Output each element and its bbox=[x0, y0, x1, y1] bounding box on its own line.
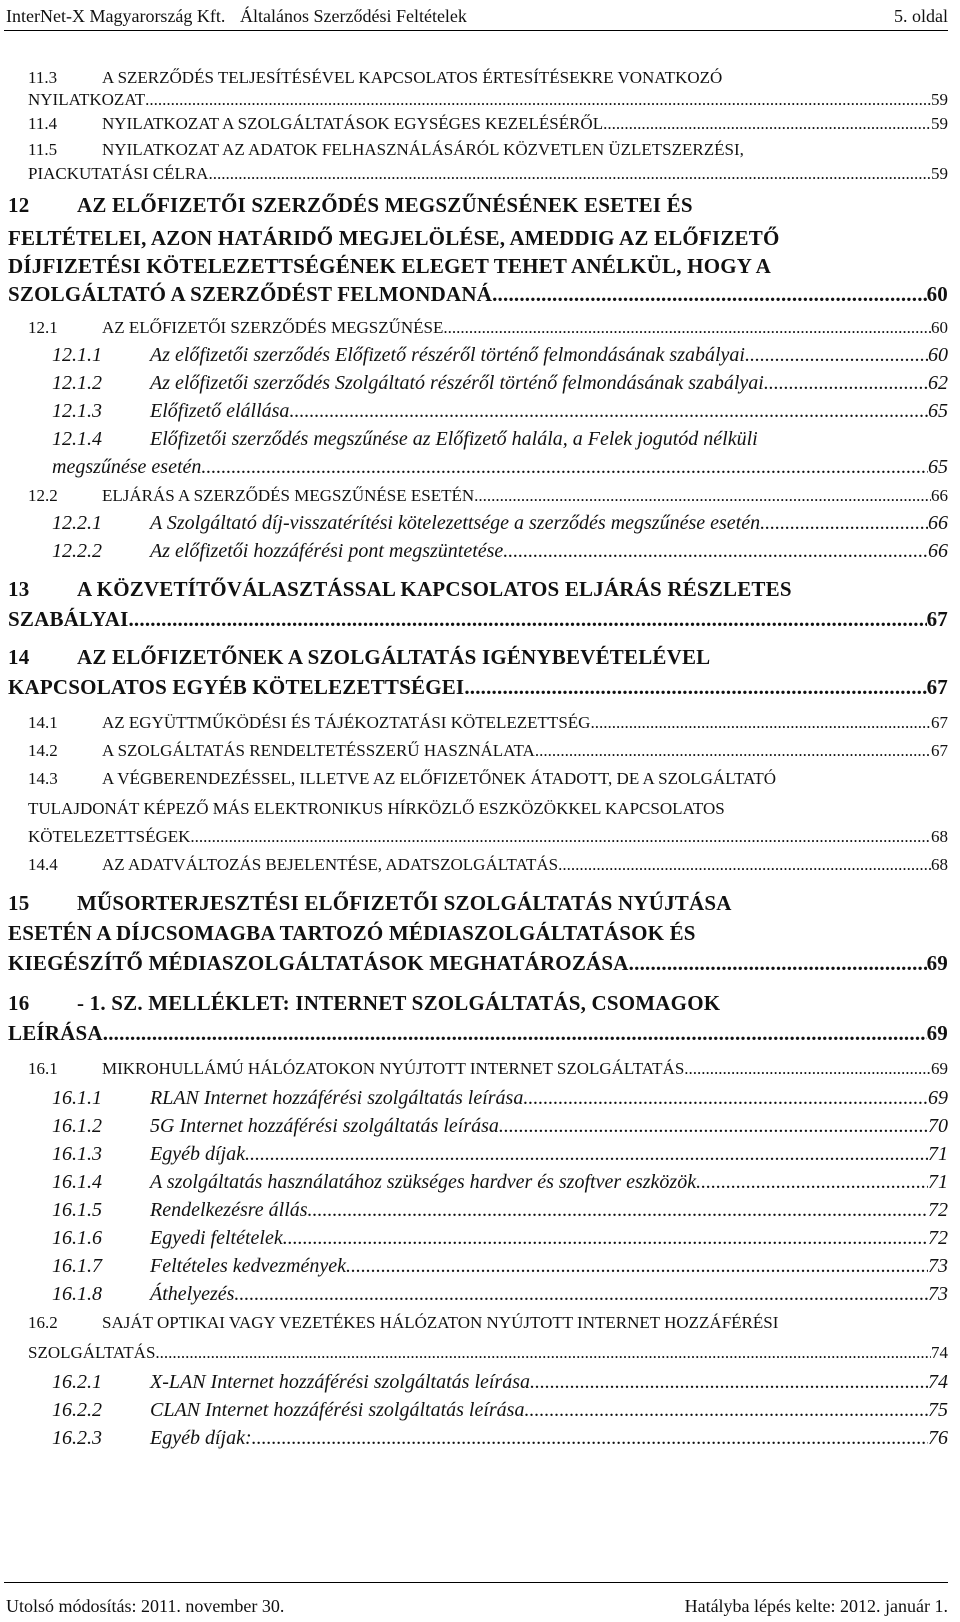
toc-title: FELTÉTELEI, AZON HATÁRIDŐ MEGJELÖLÉSE, AMEDDIG AZ ELŐFIZETŐ bbox=[8, 226, 780, 250]
toc-number: 12.1.3 bbox=[52, 400, 102, 422]
toc-line bbox=[8, 951, 948, 976]
toc-number: 16.2 bbox=[28, 1313, 58, 1332]
toc-title: X-LAN Internet hozzáférési szolgáltatás leírása bbox=[150, 1371, 530, 1393]
toc-line bbox=[52, 1143, 948, 1166]
toc-title: ELJÁRÁS A SZERZŐDÉS MEGSZŰNÉSE ESETÉN bbox=[102, 486, 475, 505]
toc-leader-dots bbox=[464, 675, 926, 700]
toc-page-number: 65 bbox=[928, 456, 948, 478]
toc-page-number: 59 bbox=[931, 114, 948, 133]
toc-number: 12.2.1 bbox=[52, 512, 102, 534]
toc-leader-dots bbox=[103, 1021, 927, 1046]
toc-leader-dots bbox=[145, 90, 931, 110]
toc-leader-dots bbox=[234, 1283, 928, 1306]
toc-title: SZABÁLYAI bbox=[8, 607, 129, 631]
toc-title: RLAN Internet hozzáférési szolgáltatás leírása bbox=[150, 1087, 524, 1109]
toc-number: 12.2.2 bbox=[52, 540, 102, 562]
footer-effective-date: Hatályba lépés kelte: 2012. január 1. bbox=[684, 1596, 948, 1616]
toc-page-number: 73 bbox=[928, 1255, 948, 1277]
toc-number: 14 bbox=[8, 645, 30, 669]
toc-page-number: 69 bbox=[931, 1059, 948, 1078]
toc-line bbox=[28, 713, 948, 733]
toc-title: NYILATKOZAT bbox=[28, 90, 146, 109]
toc-title: DÍJFIZETÉSI KÖTELEZETTSÉGÉNEK ELEGET TEHET ANÉLKÜL, HOGY A bbox=[8, 254, 772, 278]
toc-title: Az előfizetői szerződés Előfizető részéről történő felmondásának szabályai bbox=[150, 344, 745, 366]
toc-title: Előfizető elállása bbox=[150, 400, 290, 422]
toc-leader-dots bbox=[524, 1399, 928, 1422]
toc-number: 16.1.8 bbox=[52, 1283, 102, 1305]
toc-number: 16 bbox=[8, 991, 30, 1015]
toc-title: SAJÁT OPTIKAI VAGY VEZETÉKES HÁLÓZATON NYÚJTOTT INTERNET HOZZÁFÉRÉSI bbox=[102, 1313, 779, 1332]
toc-line bbox=[8, 1021, 948, 1046]
toc-title: ESETÉN A DÍJCSOMAGBA TARTOZÓ MÉDIASZOLGÁLTATÁSOK ÉS bbox=[8, 921, 696, 945]
toc-leader-dots bbox=[443, 318, 931, 338]
toc-leader-dots bbox=[289, 400, 928, 423]
toc-leader-dots bbox=[745, 344, 928, 367]
toc-number: 14.3 bbox=[28, 769, 58, 788]
toc-page-number: 67 bbox=[931, 713, 948, 732]
toc-title: A szolgáltatás használatához szükséges hardver és szoftver eszközök bbox=[150, 1171, 697, 1193]
toc-page-number: 67 bbox=[931, 741, 948, 760]
toc-line bbox=[8, 282, 948, 307]
toc-line bbox=[52, 456, 948, 479]
toc-line bbox=[28, 769, 948, 789]
toc-line bbox=[8, 921, 948, 946]
toc-page-number: 76 bbox=[928, 1427, 948, 1449]
toc-line bbox=[8, 226, 948, 251]
toc-leader-dots bbox=[558, 855, 931, 875]
toc-line bbox=[52, 1255, 948, 1278]
toc-title: Rendelkezésre állás bbox=[150, 1199, 308, 1221]
toc-leader-dots bbox=[201, 456, 928, 479]
toc-page-number: 60 bbox=[926, 282, 948, 306]
toc-title: NYILATKOZAT AZ ADATOK FELHASZNÁLÁSÁRÓL KÖZVETLEN ÜZLETSZERZÉSI, bbox=[102, 140, 744, 159]
toc-page-number: 60 bbox=[931, 318, 948, 337]
toc-page-number: 73 bbox=[928, 1283, 948, 1305]
toc-page-number: 71 bbox=[928, 1143, 948, 1165]
toc-title: TULAJDONÁT KÉPEZŐ MÁS ELEKTRONIKUS HÍRKÖZLŐ ESZKÖZÖKKEL KAPCSOLATOS bbox=[28, 799, 725, 818]
toc-leader-dots bbox=[283, 1227, 928, 1250]
toc-page-number: 66 bbox=[928, 512, 948, 534]
toc-leader-dots bbox=[308, 1199, 928, 1222]
toc-leader-dots bbox=[346, 1255, 928, 1278]
toc-title: Az előfizetői hozzáférési pont megszüntetése bbox=[150, 540, 504, 562]
toc-title: megszűnése esetén bbox=[52, 456, 202, 478]
toc-leader-dots bbox=[603, 114, 931, 134]
toc-line bbox=[52, 512, 948, 535]
toc-line bbox=[28, 318, 948, 338]
toc-number: 12.2 bbox=[28, 486, 58, 505]
toc-title: LEÍRÁSA bbox=[8, 1021, 103, 1045]
toc-number: 13 bbox=[8, 577, 30, 601]
toc-line bbox=[28, 1343, 948, 1363]
toc-line bbox=[8, 675, 948, 700]
toc-number: 16.1.4 bbox=[52, 1171, 102, 1193]
toc-line bbox=[52, 1399, 948, 1422]
toc-page-number: 59 bbox=[931, 164, 948, 183]
toc-line bbox=[52, 1115, 948, 1138]
toc-title: SZOLGÁLTATÓ A SZERZŐDÉST FELMONDANÁ bbox=[8, 282, 493, 306]
toc-line bbox=[8, 193, 948, 218]
toc-page-number: 60 bbox=[928, 344, 948, 366]
toc-title: Egyéb díjak bbox=[150, 1143, 245, 1165]
toc-title: A Szolgáltató díj-visszatérítési kötelezettsége a szerződés megszűnése esetén bbox=[150, 512, 761, 534]
toc-number: 11.5 bbox=[28, 140, 58, 159]
toc-leader-dots bbox=[760, 512, 928, 535]
toc-number: 16.1.7 bbox=[52, 1255, 102, 1277]
toc-page-number: 69 bbox=[926, 951, 948, 975]
toc-page-number: 72 bbox=[928, 1199, 948, 1221]
toc-leader-dots bbox=[629, 951, 927, 976]
toc-title: - 1. SZ. MELLÉKLET: INTERNET SZOLGÁLTATÁS, CSOMAGOK bbox=[77, 991, 721, 1015]
toc-title: 5G Internet hozzáférési szolgáltatás leírása bbox=[150, 1115, 499, 1137]
toc-leader-dots bbox=[208, 164, 931, 184]
toc-title: AZ ELŐFIZETŐI SZERZŐDÉS MEGSZŰNÉSÉNEK ESETEI ÉS bbox=[77, 193, 693, 217]
toc-leader-dots bbox=[492, 282, 926, 307]
header-title: Általános Szerződési Feltételek bbox=[240, 6, 467, 26]
toc-page-number: 67 bbox=[926, 607, 948, 631]
toc-number: 16.2.1 bbox=[52, 1371, 102, 1393]
toc-line bbox=[52, 1283, 948, 1306]
toc-title: AZ ELŐFIZETŐNEK A SZOLGÁLTATÁS IGÉNYBEVÉTELÉVEL bbox=[77, 645, 711, 669]
toc-leader-dots bbox=[523, 1087, 928, 1110]
toc-number: 12.1.4 bbox=[52, 428, 102, 450]
toc-number: 15 bbox=[8, 891, 30, 915]
toc-number: 16.1.3 bbox=[52, 1143, 102, 1165]
toc-line bbox=[52, 540, 948, 563]
toc-line bbox=[28, 741, 948, 761]
toc-leader-dots bbox=[684, 1059, 931, 1079]
page-footer bbox=[0, 1580, 948, 1620]
toc-line bbox=[52, 372, 948, 395]
toc-number: 14.1 bbox=[28, 713, 58, 732]
toc-title: SZOLGÁLTATÁS bbox=[28, 1343, 156, 1362]
toc-page-number: 72 bbox=[928, 1227, 948, 1249]
toc-leader-dots bbox=[252, 1427, 928, 1450]
toc-leader-dots bbox=[503, 540, 928, 563]
toc-line bbox=[8, 607, 948, 632]
toc-title: Az előfizetői szerződés Szolgáltató részéről történő felmondásának szabályai bbox=[150, 372, 764, 394]
toc-number: 11.3 bbox=[28, 68, 58, 87]
toc-title: AZ ADATVÁLTOZÁS BEJELENTÉSE, ADATSZOLGÁLTATÁS bbox=[102, 855, 559, 874]
toc-page-number: 66 bbox=[928, 540, 948, 562]
toc-title: Feltételes kedvezmények bbox=[150, 1255, 346, 1277]
toc-line bbox=[8, 991, 948, 1016]
toc-line bbox=[8, 891, 948, 916]
toc-leader-dots bbox=[590, 713, 931, 733]
toc-leader-dots bbox=[530, 1371, 928, 1394]
toc-page-number: 62 bbox=[928, 372, 948, 394]
toc-leader-dots bbox=[764, 372, 928, 395]
toc-line bbox=[52, 1199, 948, 1222]
toc-line bbox=[28, 1313, 948, 1333]
toc-title: Előfizetői szerződés megszűnése az Előfizető halála, a Felek jogutód nélküli bbox=[150, 428, 758, 450]
toc-title: PIACKUTATÁSI CÉLRA bbox=[28, 164, 209, 183]
toc-page-number: 68 bbox=[931, 855, 948, 874]
toc-line bbox=[28, 114, 948, 134]
toc-page-number: 59 bbox=[931, 90, 948, 109]
header-page-number: 5. oldal bbox=[894, 6, 948, 26]
toc-page-number: 68 bbox=[931, 827, 948, 846]
toc-number: 16.2.2 bbox=[52, 1399, 102, 1421]
toc-page-number: 69 bbox=[928, 1087, 948, 1109]
toc-title: A VÉGBERENDEZÉSSEL, ILLETVE AZ ELŐFIZETŐNEK ÁTADOTT, DE A SZOLGÁLTATÓ bbox=[102, 769, 777, 788]
toc-title: MIKROHULLÁMÚ HÁLÓZATOKON NYÚJTOTT INTERNET SZOLGÁLTATÁS bbox=[102, 1059, 685, 1078]
toc-title: Egyéb díjak: bbox=[150, 1427, 252, 1449]
toc-line bbox=[52, 1227, 948, 1250]
toc-line bbox=[52, 400, 948, 423]
toc-number: 12 bbox=[8, 193, 30, 217]
toc-title: KIEGÉSZÍTŐ MÉDIASZOLGÁLTATÁSOK MEGHATÁROZÁSA bbox=[8, 951, 629, 975]
toc-line bbox=[28, 90, 948, 110]
toc-page-number: 66 bbox=[931, 486, 948, 505]
toc-number: 12.1.1 bbox=[52, 344, 102, 366]
toc-line bbox=[52, 1427, 948, 1450]
toc-number: 16.1.5 bbox=[52, 1199, 102, 1221]
toc-title: MŰSORTERJESZTÉSI ELŐFIZETŐI SZOLGÁLTATÁS NYÚJTÁSA bbox=[77, 891, 732, 915]
toc-page-number: 71 bbox=[928, 1171, 948, 1193]
toc-title: A SZERZŐDÉS TELJESÍTÉSÉVEL KAPCSOLATOS ÉRTESÍTÉSEKRE VONATKOZÓ bbox=[102, 68, 723, 87]
toc-title: KAPCSOLATOS EGYÉB KÖTELEZETTSÉGEI bbox=[8, 675, 465, 699]
toc-number: 16.1 bbox=[28, 1059, 58, 1078]
toc-number: 16.1.2 bbox=[52, 1115, 102, 1137]
toc-number: 16.1.6 bbox=[52, 1227, 102, 1249]
toc-title: AZ ELŐFIZETŐI SZERZŐDÉS MEGSZŰNÉSE bbox=[102, 318, 444, 337]
toc-title: NYILATKOZAT A SZOLGÁLTATÁSOK EGYSÉGES KEZELÉSÉRŐL bbox=[102, 114, 604, 133]
toc-number: 14.2 bbox=[28, 741, 58, 760]
toc-number: 12.1 bbox=[28, 318, 58, 337]
toc-line bbox=[52, 344, 948, 367]
toc-number: 11.4 bbox=[28, 114, 58, 133]
toc-page-number: 74 bbox=[931, 1343, 948, 1362]
toc-line bbox=[28, 486, 948, 506]
toc-line bbox=[28, 68, 948, 88]
toc-leader-dots bbox=[499, 1115, 928, 1138]
toc-title: A KÖZVETÍTŐVÁLASZTÁSSAL KAPCSOLATOS ELJÁRÁS RÉSZLETES bbox=[77, 577, 792, 601]
toc-line bbox=[28, 799, 948, 819]
toc-line bbox=[8, 577, 948, 602]
toc-page-number: 67 bbox=[926, 675, 948, 699]
toc-line bbox=[52, 1171, 948, 1194]
toc-number: 16.2.3 bbox=[52, 1427, 102, 1449]
toc-line bbox=[8, 645, 948, 670]
toc-line bbox=[28, 855, 948, 875]
toc-line bbox=[52, 1371, 948, 1394]
toc-line bbox=[28, 1059, 948, 1079]
toc-line bbox=[52, 1087, 948, 1110]
toc-title: A SZOLGÁLTATÁS RENDELTETÉSSZERŰ HASZNÁLATA bbox=[102, 741, 535, 760]
toc-leader-dots bbox=[535, 741, 931, 761]
toc-page-number: 69 bbox=[926, 1021, 948, 1045]
toc-title: Áthelyezés bbox=[150, 1283, 235, 1305]
toc-leader-dots bbox=[474, 486, 931, 506]
toc-line bbox=[8, 254, 948, 279]
toc-page-number: 70 bbox=[928, 1115, 948, 1137]
toc-leader-dots bbox=[696, 1171, 928, 1194]
toc-page-number: 65 bbox=[928, 400, 948, 422]
toc-number: 14.4 bbox=[28, 855, 58, 874]
toc-line bbox=[28, 164, 948, 184]
footer-last-modified: Utolsó módosítás: 2011. november 30. bbox=[6, 1596, 285, 1616]
header-company: InterNet-X Magyarország Kft. bbox=[6, 6, 226, 26]
toc-title: Egyedi feltételek bbox=[150, 1227, 283, 1249]
toc-page-number: 74 bbox=[928, 1371, 948, 1393]
toc-leader-dots bbox=[155, 1343, 931, 1363]
toc-title: AZ EGYÜTTMŰKÖDÉSI ÉS TÁJÉKOZTATÁSI KÖTELEZETTSÉG bbox=[102, 713, 591, 732]
toc-line bbox=[28, 827, 948, 847]
toc-number: 16.1.1 bbox=[52, 1087, 102, 1109]
toc-page-number: 75 bbox=[928, 1399, 948, 1421]
toc-number: 12.1.2 bbox=[52, 372, 102, 394]
toc-title: KÖTELEZETTSÉGEK bbox=[28, 827, 191, 846]
toc-title: CLAN Internet hozzáférési szolgáltatás leírása bbox=[150, 1399, 525, 1421]
toc-leader-dots bbox=[128, 607, 926, 632]
toc-leader-dots bbox=[190, 827, 931, 847]
toc-line bbox=[52, 428, 948, 451]
toc-leader-dots bbox=[245, 1143, 928, 1166]
toc-line bbox=[28, 140, 948, 160]
